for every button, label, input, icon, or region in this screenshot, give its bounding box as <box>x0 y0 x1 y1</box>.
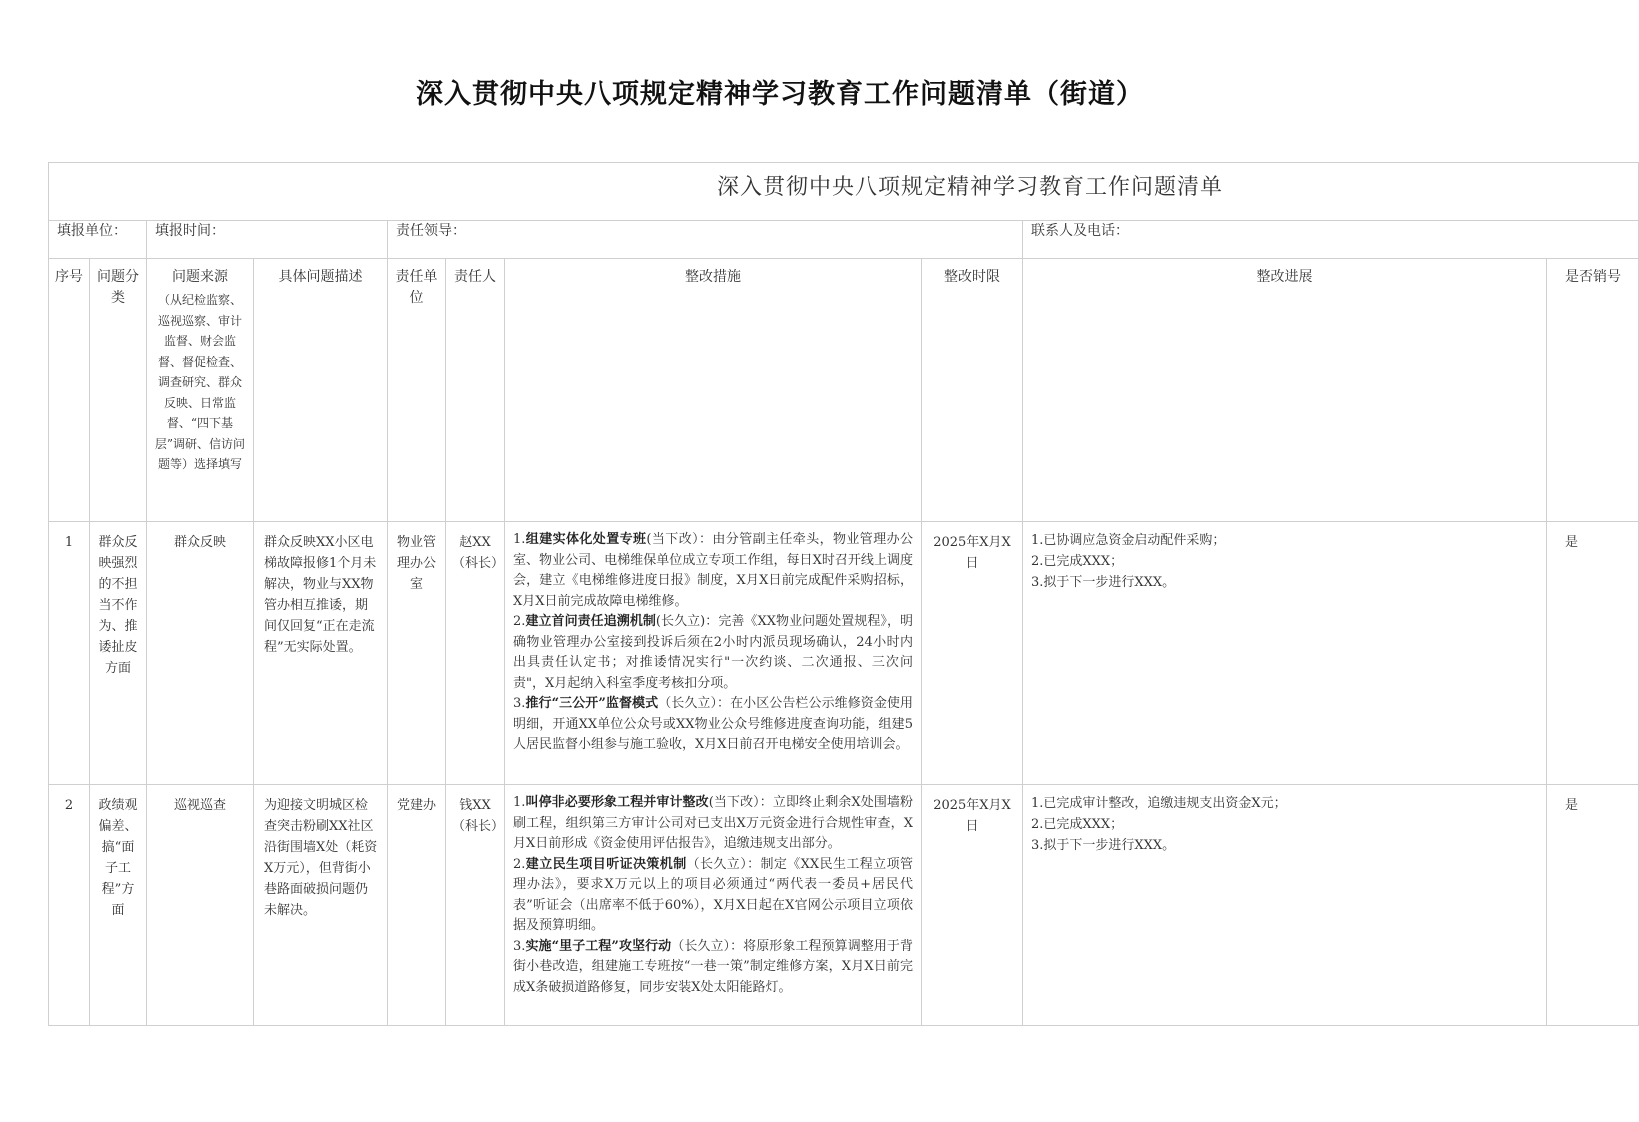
row-person: 钱XX（科长） <box>446 785 505 1026</box>
header-source-hint: （从纪检监察、巡视巡察、审计监督、财会监督、督促检查、调查研究、群众反映、日常监督、“四下基层”调研、信访问题等）选择填写 <box>154 293 246 471</box>
progress-item: 1.已完成审计整改，追缴违规支出资金X元； <box>1031 796 1287 811</box>
progress-item: 2.已完成XXX； <box>1031 554 1124 569</box>
contact-cell[interactable] <box>1023 221 1639 259</box>
row-deadline: 2025年X月X日 <box>922 522 1023 785</box>
document-title: 深入贯彻中央八项规定精神学习教育工作问题清单（街道） <box>416 79 1144 110</box>
contact-label: 联系人及电话： <box>1031 223 1129 239</box>
issue-list-table <box>48 162 1639 1026</box>
row-index: 2 <box>49 785 90 1026</box>
header-index: 序号 <box>49 259 90 522</box>
info-row <box>49 221 1639 259</box>
fill-unit-cell[interactable] <box>49 221 147 259</box>
header-row <box>49 259 1639 522</box>
row-category: 群众反映强烈的不担当不作为、推诿扯皮方面 <box>90 522 147 785</box>
sheet-title-row <box>49 163 1639 221</box>
header-extra: 是否销号 <box>1547 259 1639 522</box>
measure-item: 1.组建实体化处置专班(当下改）：由分管副主任牵头，物业管理办公室、物业公司、电梯维保单位成立专项工作组，每日X时召开线上调度会，建立《电梯维修进度日报》制度，X月X日前完成配件采购招标，X月X日前完成故障电梯维修。 <box>513 532 913 609</box>
row-extra: 是 <box>1547 785 1639 1026</box>
measure-item: 2.建立首问责任追溯机制(长久立)：完善《XX物业问题处置规程》，明确物业管理办公室接到投诉后须在2小时内派员现场确认，24小时内出具责任认定书；对推诿情况实行"一次约谈、二次通报、三次问责"，X月起纳入科室季度考核扣分项。 <box>513 614 913 691</box>
row-unit: 物业管理办公室 <box>388 522 446 785</box>
row-category: 政绩观偏差、搞“面子工程”方面 <box>90 785 147 1026</box>
leader-cell[interactable] <box>388 221 1023 259</box>
row-unit: 党建办 <box>388 785 446 1026</box>
header-source <box>147 259 254 522</box>
row-source: 群众反映 <box>147 522 254 785</box>
table-row <box>49 522 1639 785</box>
measure-item: 2.建立民生项目听证决策机制（长久立）：制定《XX民生工程立项管理办法》，要求X万元以上的项目必须通过“两代表一委员+居民代表”听证会（出席率不低于60%），X月X日起在X官网公示项目立项依据及预算明细。 <box>513 856 913 933</box>
row-description: 为迎接文明城区检查突击粉刷XX社区沿街围墙X处（耗资X万元），但背街小巷路面破损问题仍未解决。 <box>254 785 388 1026</box>
row-deadline: 2025年X月X日 <box>922 785 1023 1026</box>
row-source: 巡视巡查 <box>147 785 254 1026</box>
fill-time-cell[interactable] <box>147 221 388 259</box>
header-deadline: 整改时限 <box>922 259 1023 522</box>
row-index: 1 <box>49 522 90 785</box>
header-progress: 整改进展 <box>1023 259 1547 522</box>
sheet-title: 深入贯彻中央八项规定精神学习教育工作问题清单 <box>717 175 1224 200</box>
fill-unit-label: 填报单位： <box>57 223 127 239</box>
issue-list-sheet <box>48 162 1621 1030</box>
measure-item: 3.实施“里子工程”攻坚行动（长久立）：将原形象工程预算调整用于背街小巷改造，组建施工专班按“一巷一策”制定维修方案，X月X日前完成X条破损道路修复，同步安装X处太阳能路灯。 <box>513 938 913 995</box>
header-description: 具体问题描述 <box>254 259 388 522</box>
progress-item: 3.拟于下一步进行XXX。 <box>1031 838 1176 853</box>
table-row <box>49 785 1639 1026</box>
fill-time-label: 填报时间： <box>155 223 225 239</box>
measure-item: 1.叫停非必要形象工程并审计整改(当下改）：立即终止剩余X处围墙粉刷工程，组织第三方审计公司对已支出X万元资金进行合规性审查，X月X日前形成《资金使用评估报告》，追缴违规支出部分。 <box>513 795 913 851</box>
header-person: 责任人 <box>446 259 505 522</box>
progress-item: 2.已完成XXX； <box>1031 817 1124 832</box>
row-person: 赵XX（科长） <box>446 522 505 785</box>
row-measures <box>505 785 922 1026</box>
row-measures <box>505 522 922 785</box>
progress-item: 1.已协调应急资金启动配件采购； <box>1031 533 1226 548</box>
leader-label: 责任领导： <box>396 223 466 239</box>
progress-item: 3.拟于下一步进行XXX。 <box>1031 575 1176 590</box>
row-progress <box>1023 522 1547 785</box>
header-unit: 责任单位 <box>388 259 446 522</box>
header-measures: 整改措施 <box>505 259 922 522</box>
row-extra: 是 <box>1547 522 1639 785</box>
header-category: 问题分类 <box>90 259 147 522</box>
row-description: 群众反映XX小区电梯故障报修1个月未解决，物业与XX物管办相互推诿，期间仅回复“正在走流程”无实际处置。 <box>254 522 388 785</box>
header-source-title: 问题来源 <box>172 269 228 285</box>
row-progress <box>1023 785 1547 1026</box>
measure-item: 3.推行“三公开”监督模式（长久立）：在小区公告栏公示维修资金使用明细，开通XX单位公众号或XX物业公众号维修进度查询功能，组建5人居民监督小组参与施工验收，X月X日前召开电梯安全使用培训会。 <box>513 696 913 752</box>
